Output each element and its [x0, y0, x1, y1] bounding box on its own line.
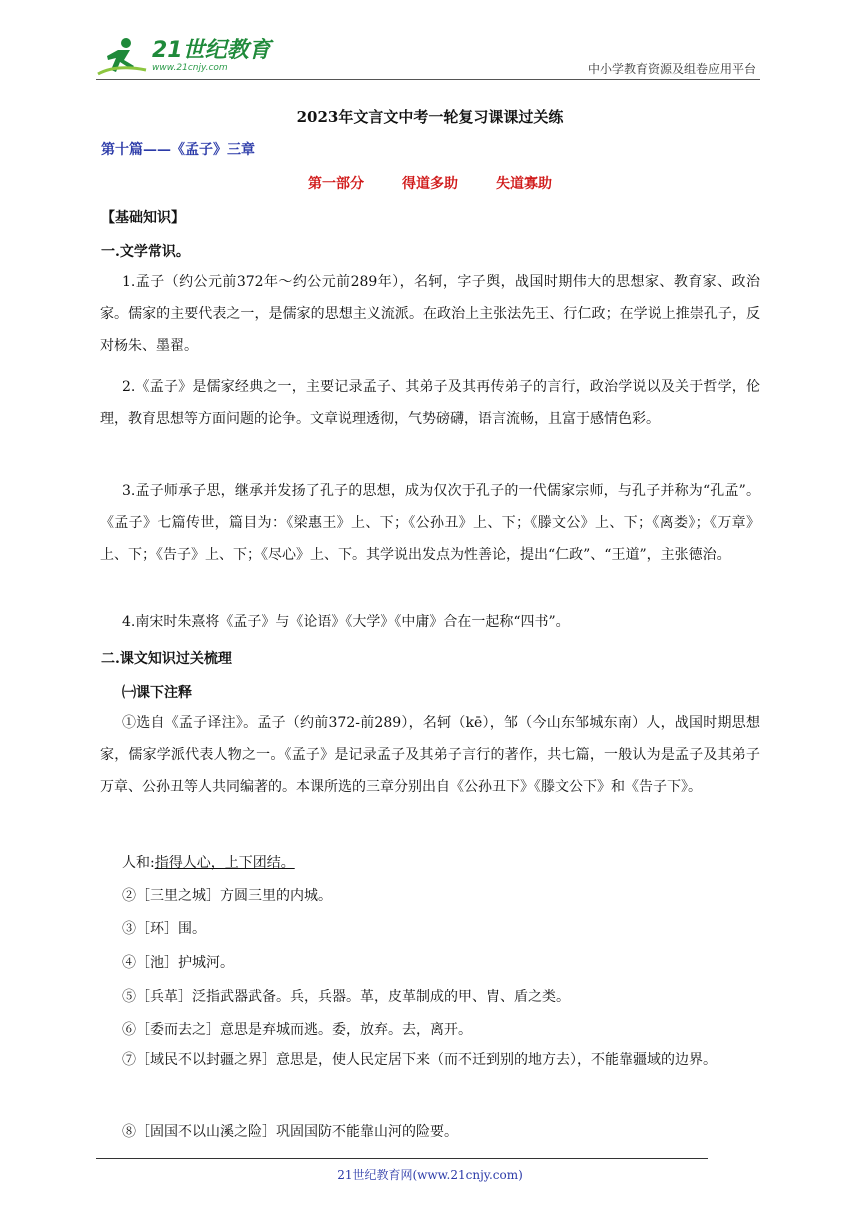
footer-divider: [96, 1158, 708, 1159]
logo-main-text: 21世纪教育: [152, 38, 271, 63]
document-title: 2023年文言文中考一轮复习课课过关练: [296, 108, 564, 126]
note-4: ④［池］护城河。: [122, 955, 234, 971]
paragraph-1: 1.孟子（约公元前372年～约公元前289年），名轲，字子舆，战国时期伟大的思想家、教育家、政治家。儒家的主要代表之一，是儒家的思想主义流派。在政治上主张法先王、行仁政；在学说上推崇孔子，反对杨朱、墨翟。: [100, 274, 760, 354]
subsection-notes: ㈠课下注释: [122, 685, 192, 701]
note-5: ⑤［兵革］泛指武器武备。兵，兵器。革，皮革制成的甲、胄、盾之类。: [122, 989, 570, 1005]
basic-knowledge-label: 【基础知识】: [101, 210, 185, 226]
note-8: ⑧［固国不以山溪之险］巩固国防不能靠山河的险要。: [122, 1124, 458, 1140]
paragraph-2: 2.《孟子》是儒家经典之一，主要记录孟子、其弟子及其再传弟子的言行，政治学说以及关于哲学，伦理，教育思想等方面问题的论争。文章说理透彻，气势磅礴，语言流畅，且富于感情色彩。: [100, 379, 760, 427]
part-title-2: 失道寡助: [496, 176, 552, 192]
part-heading: [0, 173, 860, 193]
note-renhe: [122, 852, 295, 872]
note-3: ③［环］围。: [122, 921, 206, 937]
chapter-heading: 第十篇——《孟子》三章: [101, 142, 255, 158]
platform-name: 中小学教育资源及组卷应用平台: [587, 62, 756, 76]
part-title-1: 得道多助: [402, 176, 458, 192]
section-literature: 一.文学常识。: [101, 244, 190, 260]
note-6: ⑥［委而去之］意思是弃城而逃。委，放弃。去，离开。: [122, 1022, 472, 1038]
note-1: ①选自《孟子译注》。孟子（约前372-前289），名轲（kē），邹（今山东邹城东南）人，战国时期思想家，儒家学派代表人物之一。《孟子》是记录孟子及其弟子言行的著作，共七篇，一般认为是孟子及其弟子万章、公孙丑等人共同编著的。本课所选的三章分别出自《公孙丑下》《滕文公下》和《告子下》。: [100, 715, 760, 795]
site-logo: [96, 36, 271, 76]
logo-url-text: www.21cnjy.com: [152, 63, 228, 73]
header-divider: [96, 79, 760, 80]
note-7: ⑦［域民不以封疆之界］意思是，使人民定居下来（而不迁到别的地方去），不能靠疆域的边界。: [122, 1052, 717, 1068]
footer-text: 21世纪教育网(www.21cnjy.com): [337, 1168, 523, 1182]
section-text-review: 二.课文知识过关梳理: [101, 651, 232, 667]
paragraph-4: 4.南宋时朱熹将《孟子》与《论语》《大学》《中庸》合在一起称“四书”。: [122, 614, 570, 630]
renhe-label: 人和:: [122, 855, 155, 871]
paragraph-3: 3.孟子师承子思，继承并发扬了孔子的思想，成为仅次于孔子的一代儒家宗师，与孔子并称为“孔孟”。《孟子》七篇传世，篇目为：《梁惠王》上、下；《公孙丑》上、下；《滕文公》上、下；《离娄》；《万章》上、下；《告子》上、下；《尽心》上、下。其学说出发点为性善论，提出“仁政”、“王道”，主张德治。: [100, 483, 760, 563]
renhe-definition: 指得人心，上下团结。: [154, 855, 295, 871]
page-header: [96, 36, 760, 80]
note-2: ②［三里之城］方圆三里的内城。: [122, 888, 332, 904]
part-number: 第一部分: [308, 176, 364, 192]
runner-logo-icon: [96, 36, 150, 76]
